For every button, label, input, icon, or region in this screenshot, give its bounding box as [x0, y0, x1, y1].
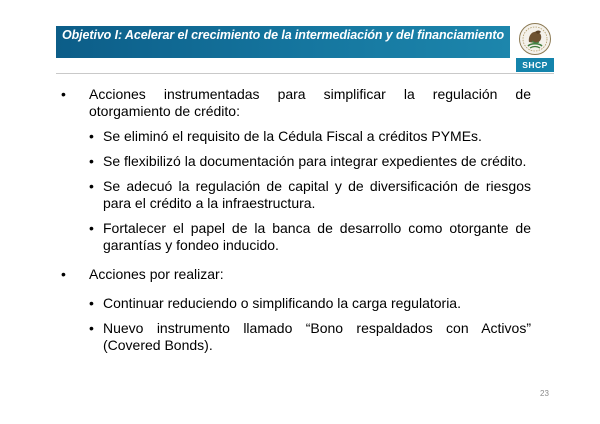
bullet-marker: • — [89, 128, 94, 144]
sub-list-item — [89, 178, 531, 212]
sub-list-item — [89, 220, 531, 254]
bullet-marker: • — [89, 220, 94, 236]
list-item-text: Acciones por realizar: — [89, 266, 224, 282]
shcp-badge: SHCP — [516, 58, 554, 72]
bullet-marker: • — [89, 178, 94, 194]
list-item-text: Acciones instrumentadas para simplificar la regulación de otorgamiento de crédito: — [89, 86, 531, 119]
sub-list-item-text: Se eliminó el requisito de la Cédula Fiscal a créditos PYMEs. — [103, 128, 482, 144]
bullet-marker: • — [61, 86, 66, 102]
bullet-marker: • — [89, 153, 94, 169]
sub-list-item — [89, 295, 531, 312]
mexican-coat-of-arms-icon — [516, 22, 554, 56]
bullet-marker: • — [61, 266, 66, 282]
sub-list-item — [89, 128, 531, 145]
page-number: 23 — [540, 389, 549, 398]
sub-list-item-text: Continuar reduciendo o simplificando la carga regulatoria. — [103, 295, 461, 311]
slide-title-bar — [56, 26, 510, 58]
bullet-marker: • — [89, 320, 94, 336]
sub-list-item-text: Fortalecer el papel de la banca de desarrollo como otorgante de garantías y fondeo inducido. — [103, 220, 531, 253]
sub-list-item-text: Nuevo instrumento llamado “Bono respaldados con Activos” (Covered Bonds). — [103, 320, 531, 353]
bullet-marker: • — [89, 295, 94, 311]
slide-body — [56, 86, 531, 354]
slide-title: Objetivo I: Acelerar el crecimiento de la intermediación y del financiamiento — [62, 28, 504, 42]
sub-list-item — [89, 153, 531, 170]
sub-list-item — [89, 320, 531, 354]
list-item — [56, 86, 531, 120]
header-divider — [56, 73, 554, 74]
sub-list-item-text: Se flexibilizó la documentación para integrar expedientes de crédito. — [103, 153, 527, 169]
sub-list-item-text: Se adecuó la regulación de capital y de diversificación de riesgos para el crédito a la infraestructura. — [103, 178, 531, 211]
list-item — [56, 266, 531, 283]
